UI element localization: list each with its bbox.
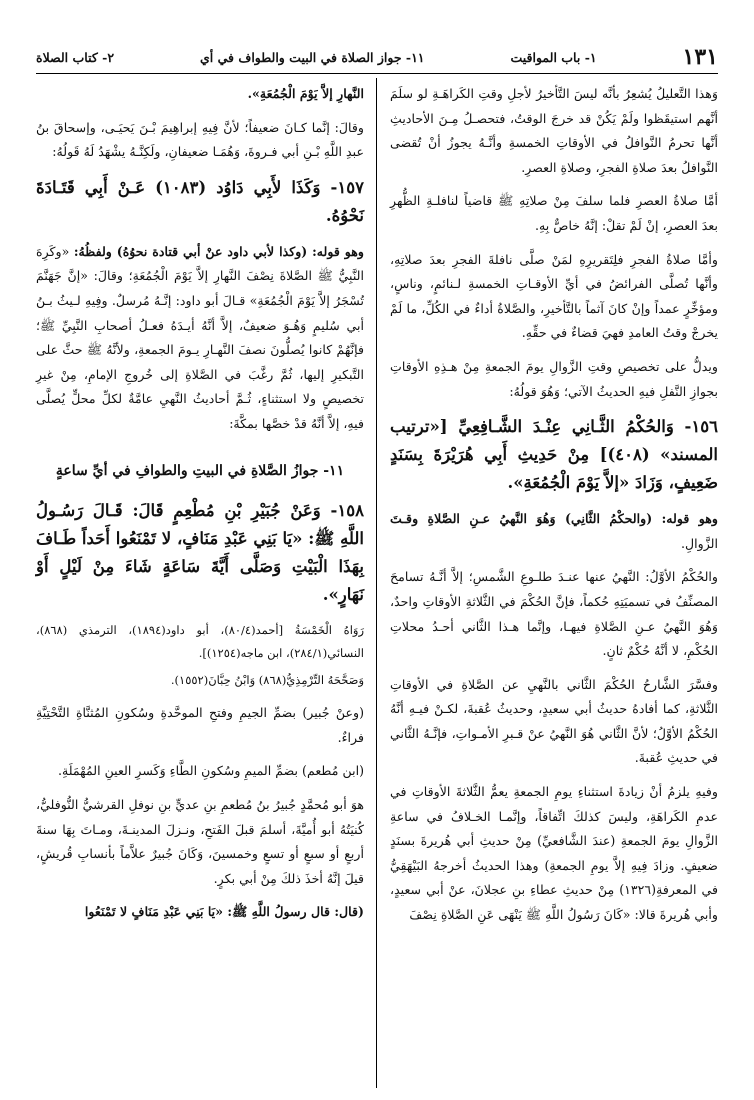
left-column	[36, 82, 364, 934]
hadith-156: ١٥٦- وَالحُكْمُ الثَّـانِي عِنْـدَ الشَّـافِعِيِّ [«ترتيب المسند» (٤٠٨)] مِنْ حَدِيثِ أَبِي هُرَيْرَةَ بِسَنَدٍ ضَعِيفٍ، وَزَادَ «إلاَّ يَوْمَ الْجُمُعَةِ».	[390, 417, 719, 493]
header-book: ٢- كتاب الصلاة	[36, 49, 115, 65]
hadith-158: ١٥٨- وَعَنْ جُبَيْرِ بْنِ مُطْعِمٍ قَالَ: قَـالَ رَسُـولُ اللَّهِ ﷺ: «يَا بَنِي عَبْدِ مَنَافٍ، لا تَمْنَعُوا أَحَداً طَـافَ بِهَذَا الْبَيْتِ وَصَلَّى أَيَّةَ سَاعَةٍ شَاءَ مِنْ لَيْلٍ أَوْ نَهَارٍ».	[36, 501, 364, 605]
paragraph: وهو قوله: (وكذا لأبي داود عنْ أبي قتادة نحوُهُ) ولفظُهُ: «وكَرِهَ النَّبِيُّ ﷺ الصَّلاةَ نِصْفَ النَّهارِ إلاَّ يَوْمَ الْجُمُعَةِ؛ وقالَ: «إنَّ جَهَنَّمَ تُسْجَرُ إلاَّ يَوْمَ الْجُمُعَةِ» قـالَ أبو داود: إنَّـهُ مُرسلٌ. وفِيهِ لـيثُ بـنُ أبي سُليمٍ وَهُـوَ ضعيفٌ، إلاَّ أنَّهُ أيـدَهُ فعـلُ أصحابِ النَّبِيِّ ﷺ؛ فإنَّهُمْ كانوا يُصلُّونَ نصفَ النَّهـارِ يـومَ الجمعةِ، ولأنَّهُ ﷺ حثَّ على التَّبكيرِ إليها، ثُمَّ رغَّبَ في الصَّلاةِ إلى خُروجِ الإمامِ، مِنْ غيرِ تخصيصٍ ولا استثناءٍ، ثُـمَّ أحاديثُ النَّهيِ عامَّةٌ لكلِّ محلٍّ يُصلَّى فيهِ، إلاَّ أنَّهُ قدْ خصَّها بمكَّةَ:	[36, 243, 364, 431]
paragraph: (وعنْ جُبير) بضمِّ الجيمِ وفتحِ الموحَّدةِ وسُكونِ المُثنَّاةِ التَّحْتِيَّةِ فراءٌ.	[36, 705, 364, 745]
column-divider	[376, 78, 377, 1088]
page-number: ١٣١	[682, 44, 718, 70]
section-heading: ١١- جوازُ الصَّلاةِ في البيتِ والطوافِ في أيِّ ساعةٍ	[55, 462, 345, 479]
paragraph: وَهذا التَّعليلُ يُشعِرُ بأنَّه ليسَ التَّأخيرُ لأجلِ وقتِ الكَراهَـةِ لو سلَمَ أنَّهم استيقَظوا ولَمْ يَكُنْ قد خرجَ الوقتُ، فتحصـلُ مِـنَ الأحاديثِ أنَّها تحرمُ النَّوافلُ في الأوقاتِ الخمسةِ وأنَّـهُ يجوزُ أنْ تُقضى النَّوافلُ بعدَ صلاةِ الفجرِ، وصلاةِ العصرِ.	[390, 86, 718, 175]
right-column	[390, 82, 718, 937]
paragraph: وهو قوله: (والحكْمُ الثَّانِي) وَهُوَ النَّهيُ عـنِ الصَّلاةِ وقـتَ الزَّوالِ.	[390, 511, 718, 551]
header-chapter: ١- باب المواقيت	[510, 49, 597, 65]
tashih: وَصَحَّحَهُ التِّرْمِذِيُّ(٨٦٨) وَابْنُ حِبَّانَ(١٥٥٢).	[170, 673, 364, 688]
paragraph: وأمَّا صلاةُ الفجرِ فلِتَقريرِهِ لمَنْ صلَّى نافلةَ الفجرِ بعدَ صلاتِهِ، وأنَّها تُصلَّى الفرائضُ في أيِّ الأوقـاتِ الخمسةِ لـنائمٍ، وناسٍ، ومؤخِّرٍ عمداً وإنْ كانَ آثماً بالتَّأخيرِ، والصَّلاةُ أداءٌ في الكُلِّ، ما لَمْ يخرجْ وقتُ العامدِ فهيَ قضاءٌ في حقِّهِ.	[390, 251, 718, 341]
paragraph: (ابن مُطعم) بضمِّ الميمِ وسُكونِ الطَّاءِ وَكَسرِ العينِ المُهْمَلَةِ.	[57, 763, 364, 779]
paragraph: وقالَ: إنَّما كـانَ ضعيفاً؛ لأنَّ فِيهِ إبراهِيمَ بْـنَ يَحيَـى، وإسحاقَ بنُ عبدِ اللَّهِ بْـنِ أبي فـروةَ، وَهُمَـا ضعيفانِ، ولَكِنَّـهُ يشْهَدُ لَهُ قَولُهُ:	[36, 119, 364, 160]
running-header	[36, 44, 718, 70]
paragraph: ويدلُّ على تخصيصِ وقتِ الزَّوالِ يومَ الجمعةِ مِنْ هـذِهِ الأوقاتِ بجوازِ النَّفلِ فيهِ الحديثُ الآتي؛ وَهُوَ قولُهُ:	[390, 358, 718, 399]
paragraph: هوَ أبو مُحمَّدٍ جُبيرُ بنُ مُطعمِ بنِ عديٍّ بنِ نوفلِ القرشيُّ النُّوفليُّ، كُنيَتُهُ أبو أُميَّةَ، أسلمَ قبلَ الفَتحِ، ونـزلَ المدينـةَ، ومـاتَ بِهَا سنةَ أربعٍ أو سبعٍ أو تسعٍ وخمسينَ، وَكَانَ جُبيرٌ علاَّماً بأنسابِ قُريشٍ، قيلَ إنَّهُ أخذَ ذلكَ مِنْ أبي بكرٍ.	[36, 796, 364, 886]
paragraph: وفسَّرَ الشَّارحُ الحُكْمَ الثَّاني بالنَّهيِ عن الصَّلاةِ في الأوقاتِ الثَّلاثةِ، كما أفادهُ حديثُ أبي سعيدٍ، وحديثُ عُقبةَ، لكـنْ فيـهِ أنَّهُ الحُكْمُ الأوَّلُ؛ لأنَّ الثَّاني هُوَ النَّهيُ عنْ قـبرِ الأمـواتِ، فإنَّـهُ الثَّاني في حديثِ عُقبةَ.	[390, 676, 718, 766]
header-section: ١١- جواز الصلاة في البيت والطواف في أي	[200, 49, 425, 65]
paragraph: والحُكْمُ الأوَّلُ: النَّهيُ عنها عنـدَ طلـوعِ الشَّمسِ؛ إلاَّ أنَّـهُ تسامحَ المصنِّفُ في تسميَتِهِ حُكماً، فإنَّ الحُكْمَ في الثَّلاثةِ الأوقاتِ واحدٌ، وَهُوَ النَّهيُ عـنِ الصَّلاةِ فيهـا، وإنَّما هـذا الثَّاني أحـدُ محلاتِ الحُكْمِ، لا أنَّهُ حُكْمٌ ثانٍ.	[390, 569, 718, 659]
hadith-157: ١٥٧- وَكَذَا لأَبِي دَاوُد (١٠٨٣) عَـنْ أَبِي قَتَـادَةَ نَحْوُهُ.	[36, 177, 364, 225]
paragraph: النَّهارِ إلاَّ يَوْمَ الْجُمُعَةِ».	[247, 86, 364, 101]
paragraph: أمَّا صلاةُ العصرِ فلما سلفَ مِنْ صلاتِهِ ﷺ قاضياً لنافلـةِ الظُّهرِ بعدَ العصرِ، إنْ لَمْ تقلْ: إنَّهُ خاصٌّ بِهِ.	[390, 193, 718, 233]
header-rule	[36, 73, 718, 74]
paragraph: وفيهِ يلزمُ أنْ زيادةَ استثناءِ يومِ الجمعةِ يعمُّ الثَّلاثةَ الأوقاتِ في عدمِ الكَراهَةِ، وليسَ كذلكَ اتِّفاقاً، وإنَّمـا الخـلافُ في ساعةِ الزَّوالِ يومَ الجمعةِ (عندَ الشَّافعيِّ) مِنْ حديثِ أبي هُريرةَ بسنَدٍ ضعيفٍ. وزادَ فِيهِ إلاَّ يومِ الجمعةِ) وهذا الحديثُ أخرجهُ البَيْهَقِيُّ في المعرفةِ(١٣٢٦) مِنْ حديثِ عطاءِ بنِ عجلانَ، عنْ أبي سعيدٍ، وأبي هُريرةَ قالا: «كَانَ رَسُولُ اللَّهِ ﷺ يَنْهَى عَنِ الصَّلاةِ نِصْفَ	[390, 784, 719, 923]
takhrij: رَوَاهُ الْخَمْسَةُ [أحمد(٨٠/٤)، أبو داود(١٨٩٤)، الترمذي (٨٦٨)، النسائي(٢٨٤/١)، ابن ماجه(١٢٥٤)].	[36, 623, 365, 661]
paragraph: (قال: قال رسولُ اللَّهِ ﷺ: «يَا بَنِي عَبْدِ مَنَافٍ لا تَمْنَعُوا	[84, 904, 364, 920]
